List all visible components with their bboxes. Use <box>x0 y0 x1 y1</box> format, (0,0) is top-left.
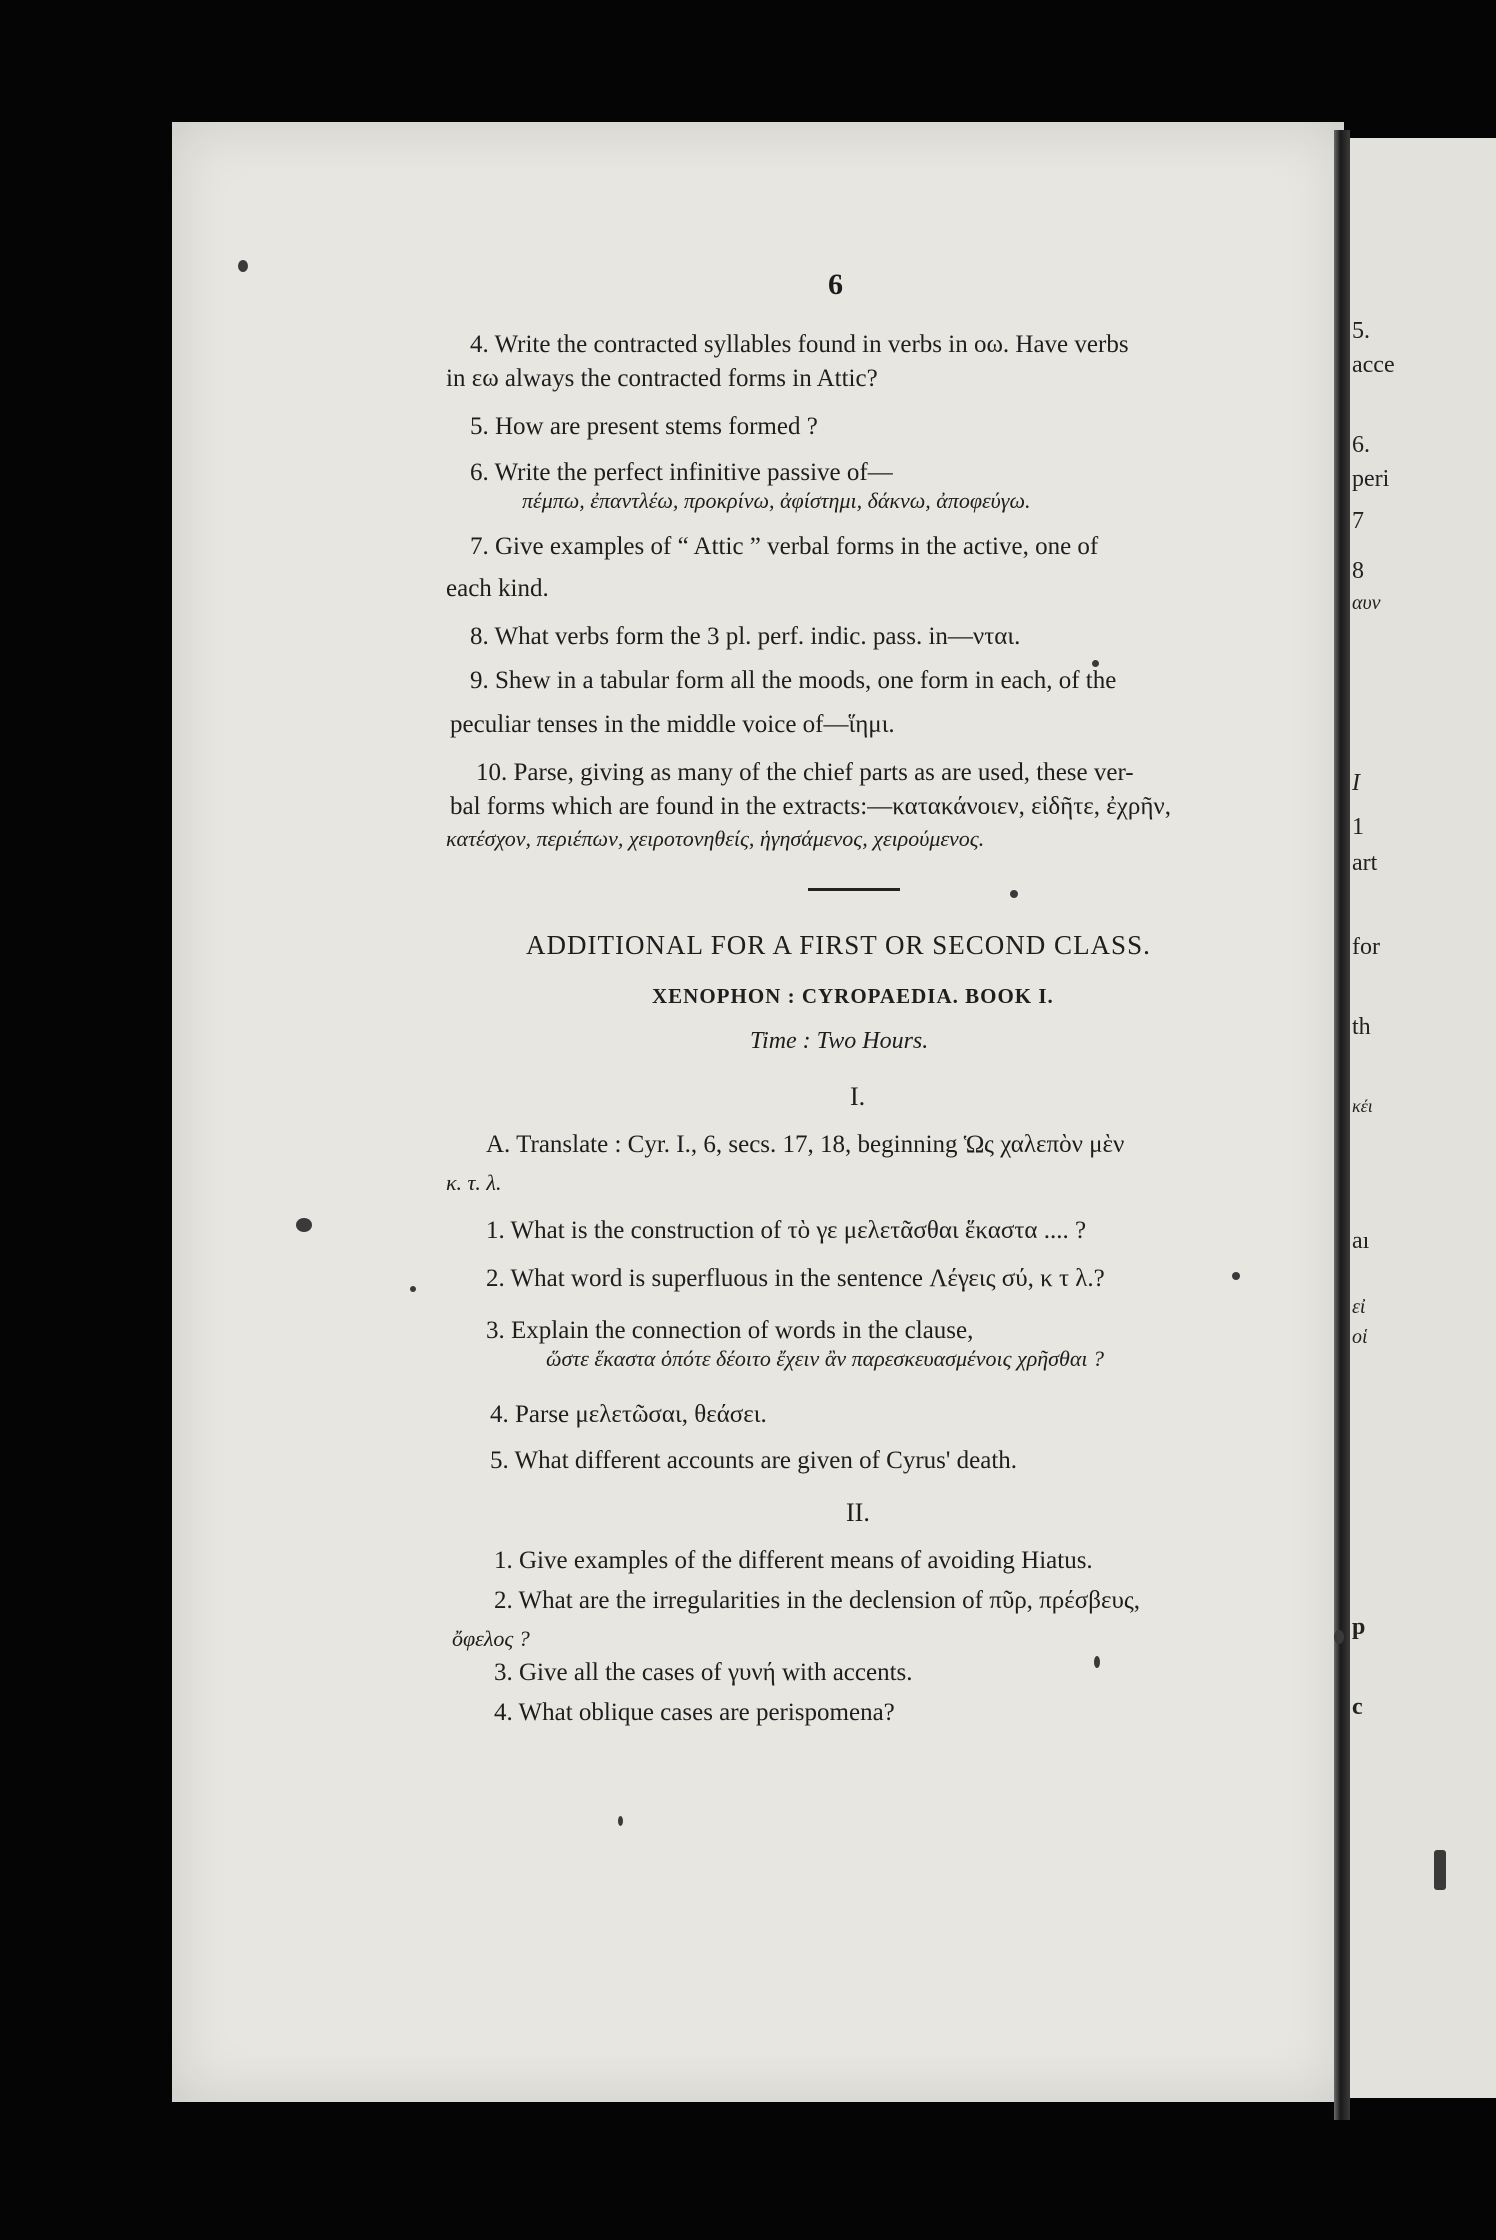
greek-line: κ. τ. λ. <box>446 1170 502 1195</box>
greek-line: κατέσχον, περιέπων, χειροτονηθείς, ἡγησάμενος, χειρούμενος. <box>446 826 985 851</box>
adjacent-fragment: th <box>1352 1014 1371 1040</box>
scan-speck <box>1094 1656 1100 1668</box>
question-line: 5. How are present stems formed ? <box>470 413 818 440</box>
time-allowed: Time : Two Hours. <box>750 1028 929 1054</box>
question-line: 5. What different accounts are given of Cyrus' death. <box>490 1447 1018 1474</box>
question-line: 2. What are the irregularities in the declension of πῦρ, πρέσβευς, <box>494 1587 1140 1614</box>
question-line: 4. What oblique cases are perispomena? <box>494 1699 895 1726</box>
greek-line: πέμπω, ἐπαντλέω, προκρίνω, ἀφίστημι, δάκνω, ἀποφεύγω. <box>522 488 1031 513</box>
question-line: 4. Write the contracted syllables found in verbs in οω. Have verbs <box>470 331 1129 358</box>
adjacent-fragment: 7 <box>1352 508 1364 534</box>
adjacent-fragment: 5. <box>1352 318 1370 344</box>
adjacent-fragment: p <box>1352 1614 1366 1640</box>
question-line: A. Translate : Cyr. I., 6, secs. 17, 18, beginning Ὡς χαλεπὸν μὲν <box>486 1131 1125 1158</box>
section-numeral: I. <box>850 1082 866 1111</box>
book-spine <box>1334 130 1350 2120</box>
question-line: peculiar tenses in the middle voice of—ἵημι. <box>450 711 895 738</box>
scan-speck <box>1010 890 1018 898</box>
question-line: 2. What word is superfluous in the sentence Λέγεις σύ, κ τ λ.? <box>486 1265 1105 1292</box>
section-subheading: XENOPHON : CYROPAEDIA. BOOK I. <box>652 984 1054 1008</box>
scan-speck <box>1092 660 1099 667</box>
greek-line: ὥστε ἕκαστα ὁπότε δέοιτο ἔχειν ἂν παρεσκευασμένοις χρῆσθαι ? <box>546 1346 1104 1371</box>
question-line: 4. Parse μελετῶσαι, θεάσει. <box>490 1401 767 1428</box>
adjacent-fragment: aı <box>1352 1228 1370 1254</box>
adjacent-fragment: I <box>1352 770 1360 796</box>
page-number: 6 <box>828 268 843 301</box>
scan-speck <box>410 1286 416 1292</box>
section-numeral: II. <box>846 1498 870 1527</box>
scan-speck <box>618 1816 623 1826</box>
adjacent-fragment: 1 <box>1352 814 1364 840</box>
question-line: 1. What is the construction of τὸ γε μελετᾶσθαι ἕκαστα .... ? <box>486 1217 1087 1244</box>
adjacent-fragment: c <box>1352 1694 1363 1720</box>
scan-speck <box>1334 1630 1344 1644</box>
question-line: bal forms which are found in the extracts:—κατακάνοιεν, εἰδῆτε, ἐχρῆν, <box>450 793 1171 820</box>
question-line: 1. Give examples of the different means of avoiding Hiatus. <box>494 1547 1093 1574</box>
adjacent-fragment: 8 <box>1352 558 1364 584</box>
question-line: each kind. <box>446 575 549 602</box>
section-heading: ADDITIONAL FOR A FIRST OR SECOND CLASS. <box>526 930 1151 960</box>
scan-speck <box>296 1218 312 1232</box>
adjacent-fragment: peri <box>1352 466 1390 492</box>
adjacent-page <box>1350 138 1496 2098</box>
question-line: 7. Give examples of “ Attic ” verbal forms in the active, one of <box>470 533 1099 560</box>
scan-speck <box>238 260 248 272</box>
question-line: 3. Give all the cases of γυνή with accents. <box>494 1659 913 1686</box>
adjacent-fragment: acce <box>1352 352 1395 378</box>
adjacent-fragment: αυν <box>1352 592 1381 614</box>
greek-line: ὄφελος ? <box>452 1626 530 1651</box>
adjacent-fragment: εἰ <box>1352 1296 1366 1318</box>
question-line: 8. What verbs form the 3 pl. perf. indic. pass. in—νται. <box>470 623 1021 650</box>
question-line: in εω always the contracted forms in Attic? <box>446 365 878 392</box>
question-line: 9. Shew in a tabular form all the moods, one form in each, of the <box>470 667 1117 694</box>
question-line: 6. Write the perfect infinitive passive of— <box>470 459 893 486</box>
adjacent-fragment: 6. <box>1352 432 1370 458</box>
question-line: 10. Parse, giving as many of the chief parts as are used, these ver- <box>476 759 1134 786</box>
scan-speck <box>1232 1272 1240 1280</box>
adjacent-fragment: for <box>1352 934 1380 960</box>
adjacent-fragment: art <box>1352 850 1378 876</box>
section-divider <box>808 888 900 891</box>
adjacent-fragment: οἱ <box>1352 1326 1368 1348</box>
scan-speck <box>1434 1850 1446 1890</box>
adjacent-fragment: κέι <box>1352 1096 1373 1116</box>
question-line: 3. Explain the connection of words in the clause, <box>486 1317 974 1344</box>
